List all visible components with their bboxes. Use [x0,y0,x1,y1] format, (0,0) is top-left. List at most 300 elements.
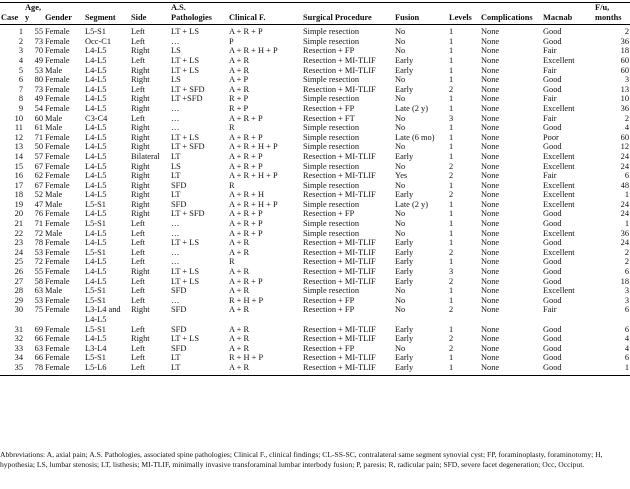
cell-segment: L4-L5 [85,267,107,277]
cell-segment: L5-L6 [84,363,130,375]
table-row [0,296,630,306]
cell-side: Right [131,171,150,181]
cell-case: 24 [14,247,23,257]
cell-macnab: Good [543,36,562,46]
cell-age: 80 [34,75,43,85]
cell-side: Left [131,295,145,305]
cell-fusion: No [395,180,406,190]
cell-case: 31 [14,324,23,334]
cell-procedure: Resection + MI-TLIF [303,257,376,267]
cell-macnab: Excellent [543,55,575,65]
cell-gender: Female [44,363,84,375]
cell-case: 19 [14,199,23,209]
cell-followup: 24 [620,151,629,161]
cell-case: 14 [14,151,23,161]
table-row [0,37,630,47]
cell-pathologies: LT + LS [171,267,199,277]
cell-procedure: Simple resection [303,75,360,85]
cell-clinical: A + R + H + P [229,142,278,152]
cell-levels: 1 [449,238,454,248]
cell-levels: 1 [449,324,454,334]
cell-age: 54 [34,103,43,113]
cell-segment: L4-L5 [85,228,107,238]
cell-clinical: A + R + P [229,151,263,161]
cell-age: 66 [34,334,43,344]
cell-levels: 2 [449,84,454,94]
cell-procedure: Simple resection [303,161,360,171]
cell-pathologies: LS [171,161,181,171]
cell-fusion: Early [395,334,414,344]
table-row [0,171,630,181]
cell-complications: None [481,343,500,353]
cell-side: Right [131,305,150,315]
cell-segment: L4-L5 [85,257,107,267]
cell-macnab: Fair [543,305,557,315]
cell-case: 28 [14,286,23,296]
cell-side: Right [131,180,150,190]
cell-fusion: Early [395,65,414,75]
cell-gender: Female [45,27,70,37]
cell-pathologies: … [171,247,180,257]
cell-levels: 2 [449,190,454,200]
table-row [0,46,630,56]
cell-macnab: Good [543,324,562,334]
table-row [0,94,630,104]
cell-followup: 36 [620,228,629,238]
cell-gender: Female [45,305,70,315]
cell-procedure: Simple resection [303,180,360,190]
cell-clinical: P [229,36,234,46]
cell-procedure: Simple resection [303,199,360,209]
table-row [0,219,630,229]
cell-side: Left [131,353,145,363]
cell-age: 76 [34,209,43,219]
cell-pathologies: SFD [171,286,187,296]
cell-clinical: A + R [229,238,250,248]
cell-gender: Female [45,75,70,85]
cell-segment: L3-L4 [85,343,107,353]
cell-side: Left [131,343,145,353]
cell-procedure: Resection + FP [303,305,355,315]
cell-procedure: Resection + MI-TLIF [303,151,376,161]
cell-macnab: Good [542,363,594,375]
cell-case: 12 [14,132,23,142]
cell-followup: 2 [624,247,629,257]
cell-procedure: Resection + FT [303,113,355,123]
cell-pathologies: SFD [171,343,187,353]
cell-gender: Female [45,295,70,305]
cell-gender: Female [45,238,70,248]
cell-levels: 1 [449,199,454,209]
cell-levels: 2 [449,171,454,181]
cell-complications: None [481,286,500,296]
table-row [0,25,630,37]
cell-followup: 3 [624,295,629,305]
cell-complications: None [481,161,500,171]
cell-age: 55 [34,27,43,37]
cell-macnab: Good [543,219,562,229]
cell-case: 15 [14,161,23,171]
cell-complications: None [481,353,500,363]
cell-age: 72 [34,257,43,267]
col-header-age: Age, y [24,3,44,25]
cell-clinical: R + P [229,94,249,104]
cell-pathologies: LT + LS [171,55,199,65]
cell-case: 34 [14,353,23,363]
cell-procedure: Resection + FP [303,103,355,113]
cell-fusion: No [395,219,406,229]
cell-fusion: No [395,286,406,296]
cell-procedure: Simple resection [303,228,360,238]
cell-complications: None [481,113,500,123]
cell-followup: 18 [620,276,629,286]
cell-fusion: No [395,36,406,46]
cell-age: 53 [34,295,43,305]
cell-followup: 4 [624,123,629,133]
cell-macnab: Good [543,276,562,286]
cell-gender: Female [45,103,70,113]
cell-pathologies: LT [171,171,181,181]
table-row [0,257,630,267]
cell-macnab: Excellent [543,247,575,257]
cell-complications: None [481,305,500,315]
table-row [0,123,630,133]
cell-fusion: Late (2 y) [395,103,429,113]
cell-fusion: No [395,343,406,353]
cell-side: Left [131,324,145,334]
cell-pathologies: LT + LS [171,276,199,286]
cell-macnab: Excellent [543,161,575,171]
cell-case: 33 [14,343,23,353]
cell-pathologies: LT + LS [171,65,199,75]
cell-levels: 1 [449,228,454,238]
cell-pathologies: LS [171,46,181,56]
cell-age: 63 [34,286,43,296]
cell-complications: None [481,199,500,209]
cell-followup: 2 [624,257,629,267]
col-header-levels: Levels [448,3,480,25]
cell-pathologies: … [171,295,180,305]
cell-gender: Female [45,247,70,257]
cell-clinical: A + R [229,286,250,296]
cell-macnab: Excellent [543,180,575,190]
cell-segment: L4-L5 [85,171,107,181]
cell-fusion: Early [395,55,414,65]
table-row [0,277,630,287]
cell-segment: L4-L5 [85,209,107,219]
cell-pathologies: … [171,228,180,238]
cell-gender: Female [45,276,70,286]
cell-gender: Female [45,343,70,353]
cell-side: Left [131,113,145,123]
cell-segment: L4-L5 [85,180,107,190]
cell-followup: 24 [620,199,629,209]
cell-clinical: A + R + P [229,219,263,229]
cell-side: Bilateral [131,151,160,161]
cell-procedure: Resection + FP [303,343,355,353]
cell-case: 26 [14,267,23,277]
cell-complications: None [481,132,500,142]
cell-followup: 60 [620,65,629,75]
cell-procedure: Simple resection [303,219,360,229]
cell-segment: L4-L5 [85,103,107,113]
col-header-side: Side [130,3,170,25]
cell-pathologies: SFD [171,305,187,315]
cell-levels: 1 [449,219,454,229]
cell-pathologies: … [171,257,180,267]
cell-case: 2 [18,36,23,46]
table-row [0,344,630,354]
col-header-macnab: Macnab [542,3,594,25]
cell-gender: Male [45,286,63,296]
cell-followup: 2 [624,113,629,123]
cell-gender: Female [45,353,70,363]
cell-case: 16 [14,171,23,181]
table-row [0,85,630,95]
cell-clinical: A + R [229,247,250,257]
cell-segment: L4-L5 [85,46,107,56]
cell-pathologies: … [171,219,180,229]
cell-segment: L5-S1 [85,247,106,257]
cell-fusion: Early [395,151,414,161]
cell-segment: L5-S1 [85,286,106,296]
cell-pathologies: LT + SFD [171,84,205,94]
cell-gender: Female [45,151,70,161]
cell-gender: Female [45,142,70,152]
table-row [0,104,630,114]
cell-gender: Female [45,84,70,94]
cell-side: Right [131,190,150,200]
cell-pathologies: SFD [171,180,187,190]
cell-side: Left [131,228,145,238]
cell-macnab: Good [543,27,562,37]
cell-complications: None [481,180,500,190]
cell-case: 1 [18,27,23,37]
table-row [0,363,630,375]
table-row [0,152,630,162]
cell-complications: None [481,295,500,305]
cell-levels: 1 [449,180,454,190]
cell-levels: 1 [448,363,480,375]
cell-clinical: R + H + P [229,353,264,363]
cell-fusion: No [395,142,406,152]
cell-gender: Female [45,132,70,142]
cell-case: 6 [18,75,23,85]
table-row [0,200,630,210]
cell-segment: L5-S1 [85,353,106,363]
cell-macnab: Good [543,75,562,85]
cell-macnab: Good [543,353,562,363]
cell-complications: None [481,103,500,113]
cell-pathologies: LT + LS [171,27,199,37]
cell-segment: L4-L5 [85,84,107,94]
cell-macnab: Excellent [543,286,575,296]
cell-fusion: Early [395,247,414,257]
cell-fusion: No [395,46,406,56]
cell-gender: Male [45,228,63,238]
cell-complications: None [481,209,500,219]
cell-segment: Occ-C1 [85,36,112,46]
cell-pathologies: LT [171,353,181,363]
cell-clinical: A + R + P [229,27,263,37]
table-row [0,353,630,363]
cell-pathologies: LT + LS [171,334,199,344]
cell-gender: Male [45,65,63,75]
cell-complications: None [481,46,500,56]
cell-fusion: Early [394,363,448,375]
cell-fusion: No [395,228,406,238]
cell-gender: Female [45,171,70,181]
cell-side: Right [131,103,150,113]
table-row [0,56,630,66]
cell-age: 71 [34,219,43,229]
cell-clinical: R [229,180,235,190]
cell-complications: None [481,257,500,267]
cell-side: Left [131,27,145,37]
cell-levels: 1 [449,55,454,65]
cell-clinical: A + R + P [229,209,263,219]
cell-clinical: A + R [229,343,250,353]
cell-clinical: A + R + H + P [229,171,278,181]
cell-clinical: A + R + P [229,161,263,171]
table-row [0,114,630,124]
col-header-procedure: Surgical Procedure [302,3,394,25]
cell-complications: None [481,84,500,94]
cell-segment: L4-L5 [85,276,107,286]
cell-case: 13 [14,142,23,152]
cell-levels: 1 [449,132,454,142]
case-table [0,2,630,376]
cell-gender: Female [45,94,70,104]
cell-age: 72 [34,228,43,238]
cell-macnab: Excellent [543,151,575,161]
cell-macnab: Good [543,343,562,353]
cell-followup: 12 [620,142,629,152]
cell-fusion: No [395,123,406,133]
cell-complications: None [481,94,500,104]
cell-followup: 48 [620,180,629,190]
cell-macnab: Fair [543,94,557,104]
cell-procedure: Resection + FP [303,46,355,56]
cell-levels: 2 [449,334,454,344]
cell-procedure: Resection + MI-TLIF [303,65,376,75]
cell-case: 18 [14,190,23,200]
table-row [0,66,630,76]
cell-macnab: Good [543,123,562,133]
cell-age: 53 [34,65,43,75]
cell-procedure: Simple resection [303,27,360,37]
cell-clinical: A + R + P [229,276,263,286]
col-header-followup: F/u, months [594,3,630,25]
cell-side: Left [131,55,145,65]
cell-levels: 3 [449,267,454,277]
cell-followup: 13 [620,84,629,94]
cell-complications: None [481,190,500,200]
cell-complications: None [481,334,500,344]
cell-side: Left [131,286,145,296]
cell-followup: 24 [620,238,629,248]
cell-macnab: Excellent [543,228,575,238]
cell-procedure: Resection + MI-TLIF [303,171,376,181]
cell-macnab: Excellent [543,190,575,200]
cell-age: 67 [34,180,43,190]
table-row [0,229,630,239]
cell-levels: 2 [449,276,454,286]
cell-levels: 1 [449,103,454,113]
cell-side: Right [131,199,150,209]
cell-case: 30 [14,305,23,315]
cell-procedure: Simple resection [303,94,360,104]
cell-fusion: No [395,161,406,171]
cell-fusion: Late (2 y) [395,199,429,209]
cell-macnab: Good [543,142,562,152]
cell-side: Left [131,238,145,248]
cell-procedure: Resection + FP [303,295,355,305]
abbreviations-footnote: Abbreviations: A, axial pain; A.S. Pathologies, associated spine pathologies; Clinical F., clinical findings; CL-SS-SC, contralateral same segment synovial cyst; FP, foraminoplasty, foraminotomy; H, hypothesia; LS, lumbar stenosis; LT, listhesis; MI-TLIF, minimally invasive transforaminal lumbar interbody fusion; P, paresis; R, radicular pain; SFD, severe facet degeneration; Occ, Occiput. [0,450,603,469]
cell-levels: 2 [449,247,454,257]
cell-age: 67 [34,161,43,171]
cell-procedure: Simple resection [303,36,360,46]
cell-side: Right [131,65,150,75]
cell-complications: None [481,55,500,65]
cell-fusion: Early [395,324,414,334]
cell-followup: 6 [624,353,629,363]
cell-age: 75 [34,305,43,315]
cell-procedure: Resection + MI-TLIF [303,55,376,65]
cell-complications: None [481,65,500,75]
cell-age: 78 [34,238,43,248]
table-row [0,267,630,277]
cell-complications: None [481,142,500,152]
cell-macnab: Good [543,209,562,219]
cell-followup: 60 [620,55,629,65]
cell-macnab: Poor [543,132,559,142]
cell-side: Right [131,334,150,344]
cell-pathologies: LT [170,363,228,375]
cell-followup: 10 [620,94,629,104]
cell-segment: L4-L5 [85,238,107,248]
table-row [0,286,630,296]
cell-followup: 18 [620,46,629,56]
cell-case: 3 [18,46,23,56]
cell-procedure: Resection + MI-TLIF [303,324,376,334]
cell-pathologies: LT [171,151,181,161]
cell-clinical: A + R [229,334,250,344]
cell-age: 52 [34,190,43,200]
cell-fusion: Early [395,276,414,286]
cell-side: Right [131,94,150,104]
cell-complications: None [481,27,500,37]
cell-complications: None [481,276,500,286]
cell-clinical: A + R [229,324,250,334]
cell-levels: 1 [449,286,454,296]
cell-gender: Female [45,209,70,219]
cell-levels: 1 [449,75,454,85]
cell-side: Right [131,123,150,133]
cell-followup: 3 [624,75,629,85]
cell-followup: 60 [620,132,629,142]
cell-pathologies: LT +SFD [171,94,203,104]
cell-age: 50 [34,142,43,152]
cell-fusion: Early [395,84,414,94]
cell-case: 11 [14,123,23,133]
cell-followup: 24 [620,161,629,171]
cell-fusion: No [395,209,406,219]
cell-fusion: Early [395,267,414,277]
cell-age: 57 [34,151,43,161]
cell-side: Right [131,75,150,85]
cell-clinical: A + R + P [229,113,263,123]
